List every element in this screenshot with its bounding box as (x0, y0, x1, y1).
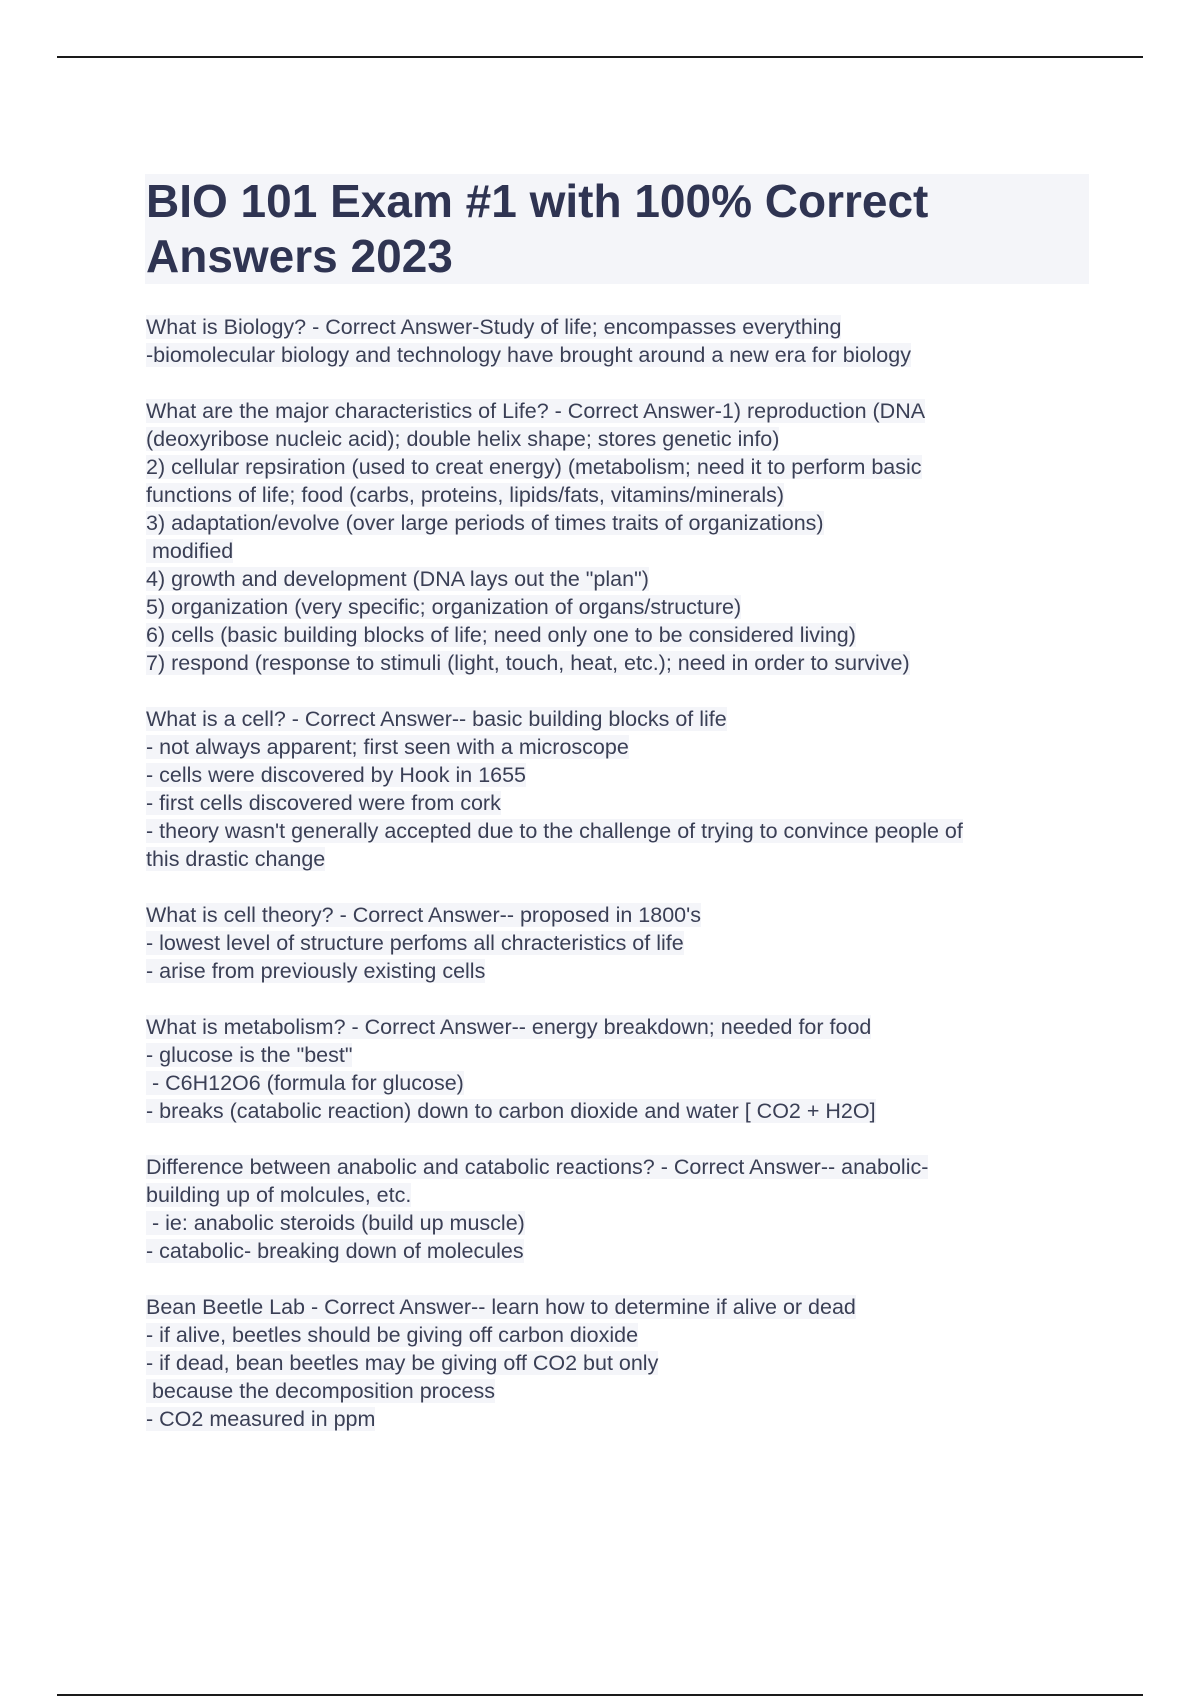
qa-line: - lowest level of structure perfoms all chracteristics of life (146, 931, 684, 955)
qa-line: 7) respond (response to stimuli (light, touch, heat, etc.); need in order to survive) (146, 651, 910, 675)
qa-line: What is a cell? - Correct Answer-- basic building blocks of life (146, 707, 727, 731)
qa-line: - ie: anabolic steroids (build up muscle) (146, 1211, 525, 1235)
qa-line: What is metabolism? - Correct Answer-- energy breakdown; needed for food (146, 1015, 872, 1039)
qa-line: What is Biology? - Correct Answer-Study of life; encompasses everything (146, 315, 842, 339)
qa-line: What is cell theory? - Correct Answer-- proposed in 1800's (146, 903, 701, 927)
qa-line: - if dead, bean beetles may be giving off CO2 but only (146, 1351, 659, 1375)
qa-line: - C6H12O6 (formula for glucose) (146, 1071, 464, 1095)
qa-line: 2) cellular repsiration (used to creat energy) (metabolism; need it to perform basic (146, 455, 922, 479)
qa-line: - arise from previously existing cells (146, 959, 486, 983)
qa-line: - breaks (catabolic reaction) down to carbon dioxide and water [ CO2 + H2O] (146, 1099, 876, 1123)
qa-line: -biomolecular biology and technology have brought around a new era for biology (146, 343, 911, 367)
qa-line: - CO2 measured in ppm (146, 1407, 376, 1431)
qa-line: (deoxyribose nucleic acid); double helix shape; stores genetic info) (146, 427, 780, 451)
document-title (146, 174, 1086, 284)
qa-line: - catabolic- breaking down of molecules (146, 1239, 524, 1263)
qa-item-characteristics-of-life (146, 397, 1086, 677)
qa-line: - theory wasn't generally accepted due to the challenge of trying to convince people of (146, 819, 963, 843)
qa-line: functions of life; food (carbs, proteins, lipids/fats, vitamins/minerals) (146, 483, 785, 507)
qa-line: because the decomposition process (146, 1379, 495, 1403)
qa-item-cell (146, 705, 1086, 873)
qa-list (146, 313, 1086, 1461)
qa-line: Bean Beetle Lab - Correct Answer-- learn how to determine if alive or dead (146, 1295, 856, 1319)
qa-item-anabolic-catabolic (146, 1153, 1086, 1265)
qa-line: - glucose is the "best" (146, 1043, 353, 1067)
qa-line: 5) organization (very specific; organization of organs/structure) (146, 595, 742, 619)
qa-line: - if alive, beetles should be giving off carbon dioxide (146, 1323, 639, 1347)
qa-item-metabolism (146, 1013, 1086, 1125)
qa-item-biology (146, 313, 1086, 369)
bottom-rule (57, 1694, 1143, 1696)
top-rule (57, 56, 1143, 58)
title-line-2: Answers 2023 (146, 230, 453, 282)
qa-item-cell-theory (146, 901, 1086, 985)
qa-line: - first cells discovered were from cork (146, 791, 501, 815)
qa-line: building up of molcules, etc. (146, 1183, 412, 1207)
qa-line: modified (146, 539, 234, 563)
qa-line: - not always apparent; first seen with a microscope (146, 735, 629, 759)
qa-line: - cells were discovered by Hook in 1655 (146, 763, 527, 787)
qa-line: What are the major characteristics of Life? - Correct Answer-1) reproduction (DNA (146, 399, 926, 423)
qa-item-bean-beetle-lab (146, 1293, 1086, 1433)
qa-line: this drastic change (146, 847, 326, 871)
qa-line: 6) cells (basic building blocks of life; need only one to be considered living) (146, 623, 856, 647)
qa-line: Difference between anabolic and catabolic reactions? - Correct Answer-- anabolic- (146, 1155, 929, 1179)
qa-line: 4) growth and development (DNA lays out the "plan") (146, 567, 649, 591)
title-line-1: BIO 101 Exam #1 with 100% Correct (146, 175, 929, 227)
qa-line: 3) adaptation/evolve (over large periods of times traits of organizations) (146, 511, 824, 535)
